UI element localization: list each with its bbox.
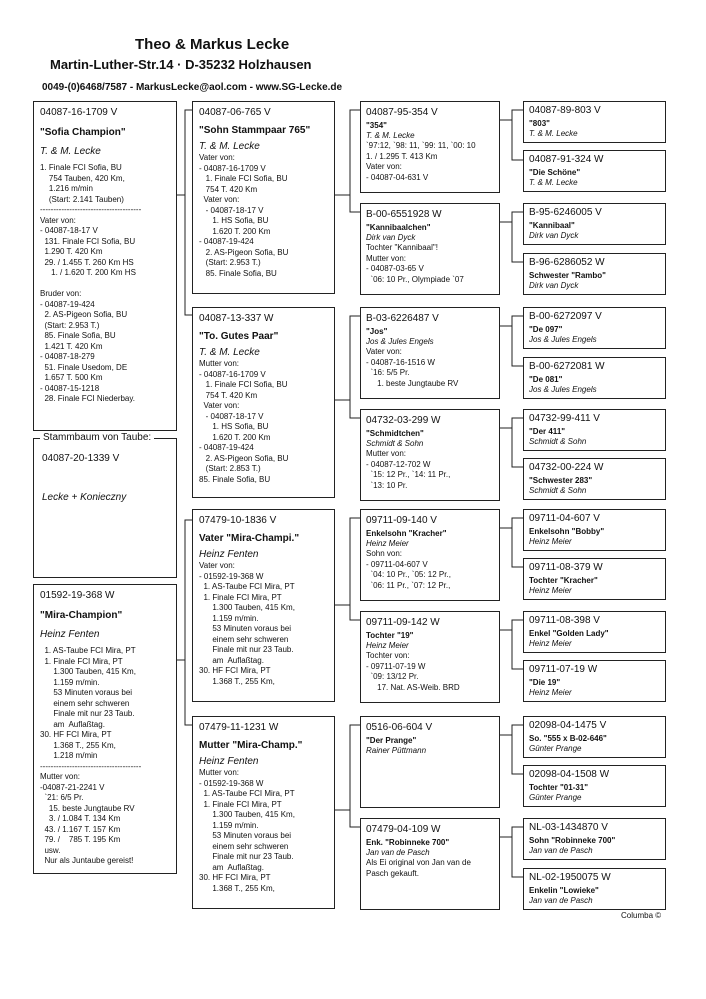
owner-name: Jan van de Pasch [529, 846, 593, 855]
owner-name: T. & M. Lecke [529, 129, 578, 138]
ring-number: 04087-06-765 V [199, 107, 271, 118]
ring-number: 04087-95-354 V [366, 107, 438, 118]
owner-name: Heinz Meier [529, 688, 572, 697]
owner-name: Günter Prange [529, 744, 582, 753]
performance-info: Als Ei original von Jan van de Pasch gekauft. [366, 858, 471, 878]
ring-number: 07479-11-1231 W [199, 722, 279, 733]
owner-name: T. & M. Lecke [199, 141, 260, 152]
pigeon-name: "354" [366, 121, 387, 130]
pigeon-name: Sohn "Robinneke 700" [529, 836, 616, 845]
owner-name: Günter Prange [529, 793, 582, 802]
ring-number: 0516-06-604 V [366, 722, 433, 733]
owner-name: T. & M. Lecke [366, 131, 415, 140]
ring-number: 07479-04-109 W [366, 824, 441, 835]
owner-name: Schmidt & Sohn [529, 437, 587, 446]
owner-name: T. & M. Lecke [199, 347, 260, 358]
performance-info: 1. Finale FCI Sofia, BU 754 Tauben, 420 Km, 1.216 m/min (Start: 2.141 Tauben) -------------------------------------- Vater von: - 04087-18-17 V 131. Finale FCI Sofia, BU 1.290 T. 420 Km 29. / 1.455 T. 260 Km HS 1. / 1.620 T. 200 Km HS Bruder von: - 04087-19-424 2. AS-Pigeon Sofia, BU (Start: 2.953 T.) 85. Finale Sofia, BU 1.421 T. 420 Km - 04087-18-279 51. Finale Usedom, DE 1.657 T. 500 Km - 04087-15-1218 28. Finale FCI Niederbay. [40, 163, 142, 403]
stammbaum-title: Stammbaum von Taube: [40, 432, 154, 443]
pigeon-name: Enkelsohn "Bobby" [529, 527, 605, 536]
ring-number: 09711-04-607 V [529, 513, 600, 524]
owner-name: Jos & Jules Engels [366, 337, 434, 346]
ring-number: 04732-03-299 W [366, 415, 441, 426]
pigeon-name: "Kannibaal" [529, 221, 575, 230]
owner-name: Dirk van Dyck [529, 231, 579, 240]
owner-name: T. & M. Lecke [40, 146, 101, 157]
ring-number: 04732-00-224 W [529, 462, 604, 473]
owner-name: Schmidt & Sohn [366, 439, 424, 448]
owner-name: Heinz Fenten [40, 629, 100, 640]
owner-name: Jan van de Pasch [366, 848, 430, 857]
pigeon-name: Tochter "01-31" [529, 783, 589, 792]
owner-name: Jos & Jules Engels [529, 385, 597, 394]
ring-number: 09711-08-398 V [529, 615, 600, 626]
owner-name: Heinz Meier [529, 537, 572, 546]
ring-number: 04732-99-411 V [529, 413, 600, 424]
ring-number: 07479-10-1836 V [199, 515, 277, 526]
pigeon-name: "Jos" [366, 327, 388, 336]
owner-name: Jan van de Pasch [529, 896, 593, 905]
ring-number: 04087-89-803 V [529, 105, 601, 116]
owner-name: Heinz Meier [529, 639, 572, 648]
pigeon-name: So. "555 x B-02-646" [529, 734, 607, 743]
pigeon-name: "De 081" [529, 375, 563, 384]
breeder-contact: 0049-(0)6468/7587 - MarkusLecke@aol.com - www.SG-Lecke.de [42, 82, 343, 93]
performance-info: Vater von: - 01592-19-368 W 1. AS-Taube FCI Mira, PT 1. Finale FCI Mira, PT 1.300 Tauben, 415 Km, 1.159 m/min. 53 Minuten voraus bei einem sehr schweren Finale mit nur 23 Taub. am Auflaßtag. 30. HF FCI Mira, PT 1.368 T., 255 Km, [199, 561, 295, 686]
pigeon-name: Enkel "Golden Lady" [529, 629, 609, 638]
ring-number: 02098-04-1508 W [529, 769, 610, 780]
pigeon-name: "Kannibaalchen" [366, 223, 431, 232]
performance-info: Mutter von: - 04087-12-702 W `15: 12 Pr., `14: 11 Pr., `13: 10 Pr. [366, 449, 451, 490]
ring-number: B-03-6226487 V [366, 313, 439, 324]
owner-name: Heinz Meier [529, 586, 572, 595]
ring-number: 04087-91-324 W [529, 154, 604, 165]
pigeon-name: "Der 411" [529, 427, 566, 436]
owner-name: Heinz Meier [366, 641, 409, 650]
owner-name: T. & M. Lecke [529, 178, 578, 187]
pigeon-name: Enkelin "Lowieke" [529, 886, 599, 895]
owner-name: Schmidt & Sohn [529, 486, 587, 495]
subject-owner: Lecke + Konieczny [42, 492, 127, 503]
performance-info: Mutter von: - 01592-19-368 W 1. AS-Taube FCI Mira, PT 1. Finale FCI Mira, PT 1.300 Tauben, 415 Km, 1.159 m/min. 53 Minuten voraus bei einem sehr schweren Finale mit nur 23 Taub. am Auflaßtag. 30. HF FCI Mira, PT 1.368 T., 255 Km, [199, 768, 295, 893]
pigeon-name: "Schwester 283" [529, 476, 593, 485]
owner-name: Heinz Fenten [199, 756, 259, 767]
performance-info: Mutter von: - 04087-16-1709 V 1. Finale FCI Sofia, BU 754 T. 420 Km Vater von: - 04087-18-17 V 1. HS Sofia, BU 1.620 T. 200 Km - 04087-19-424 2. AS-Pigeon Sofia, BU (Start: 2.853 T.) 85. Finale Sofia, BU [199, 359, 289, 484]
owner-name: Jos & Jules Engels [529, 335, 597, 344]
pigeon-name: Enk. "Robinneke 700" [366, 838, 450, 847]
performance-info: Tochter von: - 09711-07-19 W `09: 13/12 Pr. 17. Nat. AS-Weib. BRD [366, 651, 460, 692]
pigeon-name: Schwester "Rambo" [529, 271, 606, 280]
owner-name: Dirk van Dyck [529, 281, 579, 290]
pigeon-name: Vater "Mira-Champi." [199, 533, 300, 544]
ring-number: 09711-08-379 W [529, 562, 603, 573]
ring-number: B-95-6246005 V [529, 207, 602, 218]
performance-info: Tochter "Kannibaal"! Mutter von: - 04087-03-65 V `06: 10 Pr., Olympiade `07 [366, 243, 464, 284]
owner-name: Dirk van Dyck [366, 233, 416, 242]
pigeon-name: Enkelsohn "Kracher" [366, 529, 447, 538]
pigeon-name: "Sofia Champion" [40, 127, 126, 138]
ring-number: 02098-04-1475 V [529, 720, 607, 731]
breeder-address: Martin-Luther-Str.14 · D-35232 Holzhausen [50, 57, 312, 72]
performance-info: Vater von: - 04087-16-1516 W `16: 5/5 Pr. 1. beste Jungtaube RV [366, 347, 459, 388]
pigeon-name: "Die Schöne" [529, 168, 581, 177]
pigeon-name: "Mira-Champion" [40, 610, 123, 621]
performance-info: Vater von: - 04087-16-1709 V 1. Finale FCI Sofia, BU 754 T. 420 Km Vater von: - 04087-18-17 V 1. HS Sofia, BU 1.620 T. 200 Km - 04087-19-424 2. AS-Pigeon Sofia, BU (Start: 2.953 T.) 85. Finale Sofia, BU [199, 153, 289, 278]
pigeon-name: "Sohn Stammpaar 765" [199, 125, 311, 136]
performance-info: 1. AS-Taube FCI Mira, PT 1. Finale FCI Mira, PT 1.300 Tauben, 415 Km, 1.159 m/min. 53 Minuten voraus bei einem sehr schweren Finale mit nur 23 Taub. am Auflaßtag. 30. HF FCI Mira, PT 1.368 T., 255 Km, 1.218 m/min -------------------------------------- Mutter von: -04087-21-2241 V `21: 6/5 Pr. 15. beste Jungtaube RV 3. / 1.084 T. 134 Km 43. / 1.167 T. 157 Km 79. / 785 T. 195 Km usw. Nur als Juntaube gereist! [40, 646, 142, 865]
footer-credit: Columba © [621, 911, 662, 920]
owner-name: Heinz Fenten [199, 549, 259, 560]
ring-number: 01592-19-368 W [40, 590, 115, 601]
ring-number: B-96-6286052 W [529, 257, 605, 268]
pigeon-name: "Schmidtchen" [366, 429, 424, 438]
ring-number: B-00-6272081 W [529, 361, 605, 372]
ring-number: NL-02-1950075 W [529, 872, 611, 883]
pigeon-name: Tochter "19" [366, 631, 414, 640]
pigeon-name: "Der Prange" [366, 736, 417, 745]
owner-name: Heinz Meier [366, 539, 409, 548]
ring-number: 04087-13-337 W [199, 313, 274, 324]
pigeon-name: "De 097" [529, 325, 563, 334]
breeder-name: Theo & Markus Lecke [135, 36, 290, 53]
ring-number: 09711-09-142 W [366, 617, 440, 628]
ring-number: B-00-6551928 W [366, 209, 442, 220]
pigeon-name: Tochter "Kracher" [529, 576, 598, 585]
pigeon-name: "To. Gutes Paar" [199, 331, 279, 342]
ring-number: NL-03-1434870 V [529, 822, 608, 833]
owner-name: Rainer Püttmann [366, 746, 427, 755]
ring-number: B-00-6272097 V [529, 311, 602, 322]
performance-info: Sohn von: - 09711-04-607 V `04: 10 Pr., `05: 12 Pr., `06: 11 Pr., `07: 12 Pr., [366, 549, 451, 590]
pigeon-name: "803" [529, 119, 550, 128]
subject-ring-number: 04087-20-1339 V [42, 453, 120, 464]
ring-number: 09711-09-140 V [366, 515, 437, 526]
pigeon-name: "Die 19" [529, 678, 561, 687]
ring-number: 04087-16-1709 V [40, 107, 118, 118]
pigeon-name: Mutter "Mira-Champ." [199, 740, 303, 751]
ring-number: 09711-07-19 W [529, 664, 598, 675]
performance-info: `97:12, `98: 11, `99: 11, `00: 10 1. / 1.295 T. 413 Km Vater von: - 04087-04-631 V [366, 141, 476, 182]
